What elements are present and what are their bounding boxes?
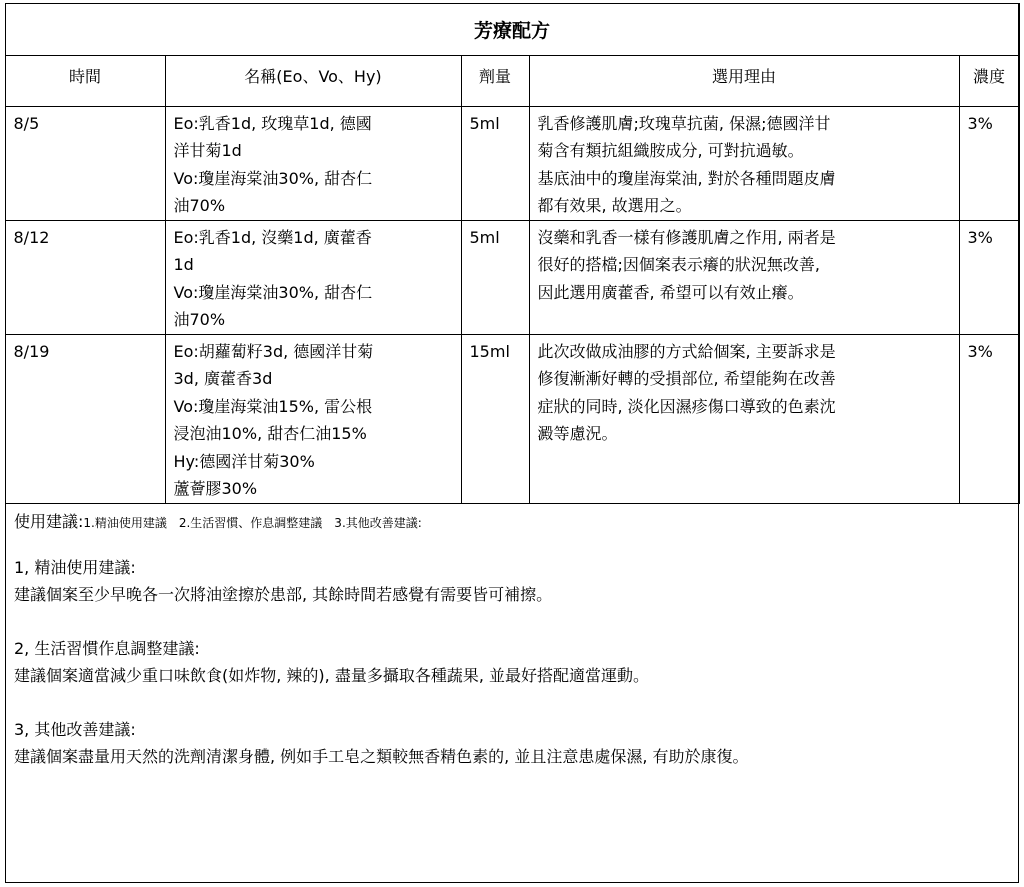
reason-line: 修復漸漸好轉的受損部位, 希望能夠在改善 (537, 369, 836, 388)
reason-line: 症狀的同時, 淡化因濕疹傷口導致的色素沈 (537, 396, 836, 416)
usage-advice (14, 508, 1014, 797)
table-row (5, 106, 1019, 220)
name-line: Vo:瓊崖海棠油30%, 甜杏仁 (173, 168, 373, 188)
header-dose: 劑量 (461, 55, 529, 106)
name-line: Eo:胡蘿蔔籽3d, 德國洋甘菊 (173, 341, 374, 361)
reason-line: 澱等慮況。 (537, 424, 618, 443)
row-dose: 5ml (461, 220, 529, 334)
row-name (165, 220, 461, 334)
advice-heading: 2, 生活習慣作息調整建議: (14, 639, 200, 658)
header-name: 名稱(Eo、Vo、Hy) (165, 55, 461, 106)
name-line: Vo:瓊崖海棠油15%, 雷公根 (173, 396, 373, 416)
row-name (165, 106, 461, 220)
row-time: 8/5 (5, 106, 165, 220)
advice-summary-label: 使用建議: (14, 512, 84, 531)
table-row (5, 334, 1019, 503)
row-time: 8/12 (5, 220, 165, 334)
row-reason (529, 334, 959, 503)
reason-line: 因此選用廣藿香, 希望可以有效止癢。 (537, 282, 804, 302)
advice-summary-items: 1.精油使用建議 2.生活習慣、作息調整建議 3.其他改善建議: (83, 516, 422, 530)
name-line: Hy:德國洋甘菊30% (173, 451, 315, 471)
advice-body: 建議個案適當減少重口味飲食(如炸物, 辣的), 盡量多攝取各種蔬果, 並最好搭配適當運動。 (14, 666, 650, 685)
row-time: 8/19 (5, 334, 165, 503)
row-concentration: 3% (959, 220, 1019, 334)
reason-line: 沒藥和乳香一樣有修護肌膚之作用, 兩者是 (537, 227, 836, 247)
row-reason (529, 106, 959, 220)
name-line: 1d (173, 255, 194, 274)
name-line: 油70% (173, 196, 226, 215)
advice-heading: 1, 精油使用建議: (14, 558, 136, 577)
row-name (165, 334, 461, 503)
row-dose: 5ml (461, 106, 529, 220)
header-reason: 選用理由 (529, 55, 959, 106)
table-row (5, 220, 1019, 334)
name-line: 油70% (173, 310, 226, 329)
advice-body: 建議個案至少早晚各一次將油塗擦於患部, 其餘時間若感覺有需要皆可補擦。 (14, 585, 553, 604)
name-line: 3d, 廣藿香3d (173, 369, 273, 388)
advice-section-oil (14, 554, 1014, 608)
reason-line: 很好的搭檔;因個案表示癢的狀況無改善, (537, 255, 820, 274)
table-title: 芳療配方 (5, 3, 1019, 55)
name-line: Eo:乳香1d, 沒藥1d, 廣藿香 (173, 227, 372, 247)
name-line: 蘆薈膠30% (173, 479, 258, 498)
advice-section-other (14, 716, 1014, 770)
reason-line: 菊含有類抗組織胺成分, 可對抗過敏。 (537, 141, 804, 160)
header-time: 時間 (5, 55, 165, 106)
row-dose: 15ml (461, 334, 529, 503)
name-line: Eo:乳香1d, 玫瑰草1d, 德國 (173, 113, 372, 133)
reason-line: 此次改做成油膠的方式給個案, 主要訴求是 (537, 341, 836, 361)
name-line: Vo:瓊崖海棠油30%, 甜杏仁 (173, 282, 373, 302)
row-reason (529, 220, 959, 334)
advice-summary (14, 508, 1014, 537)
reason-line: 基底油中的瓊崖海棠油, 對於各種問題皮膚 (537, 168, 836, 188)
advice-section-lifestyle (14, 635, 1014, 689)
row-concentration: 3% (959, 334, 1019, 503)
reason-line: 都有效果, 故選用之。 (537, 196, 692, 215)
advice-body: 建議個案盡量用天然的洗劑清潔身體, 例如手工皂之類較無香精色素的, 並且注意患處保濕, 有助於康復。 (14, 747, 749, 766)
header-concentration: 濃度 (959, 55, 1019, 106)
name-line: 浸泡油10%, 甜杏仁油15% (173, 424, 367, 443)
formula-table (5, 3, 1020, 504)
name-line: 洋甘菊1d (173, 141, 242, 160)
row-concentration: 3% (959, 106, 1019, 220)
aromatherapy-sheet (5, 3, 1019, 883)
advice-heading: 3, 其他改善建議: (14, 720, 136, 739)
reason-line: 乳香修護肌膚;玫瑰草抗菌, 保濕;德國洋甘 (537, 113, 831, 133)
